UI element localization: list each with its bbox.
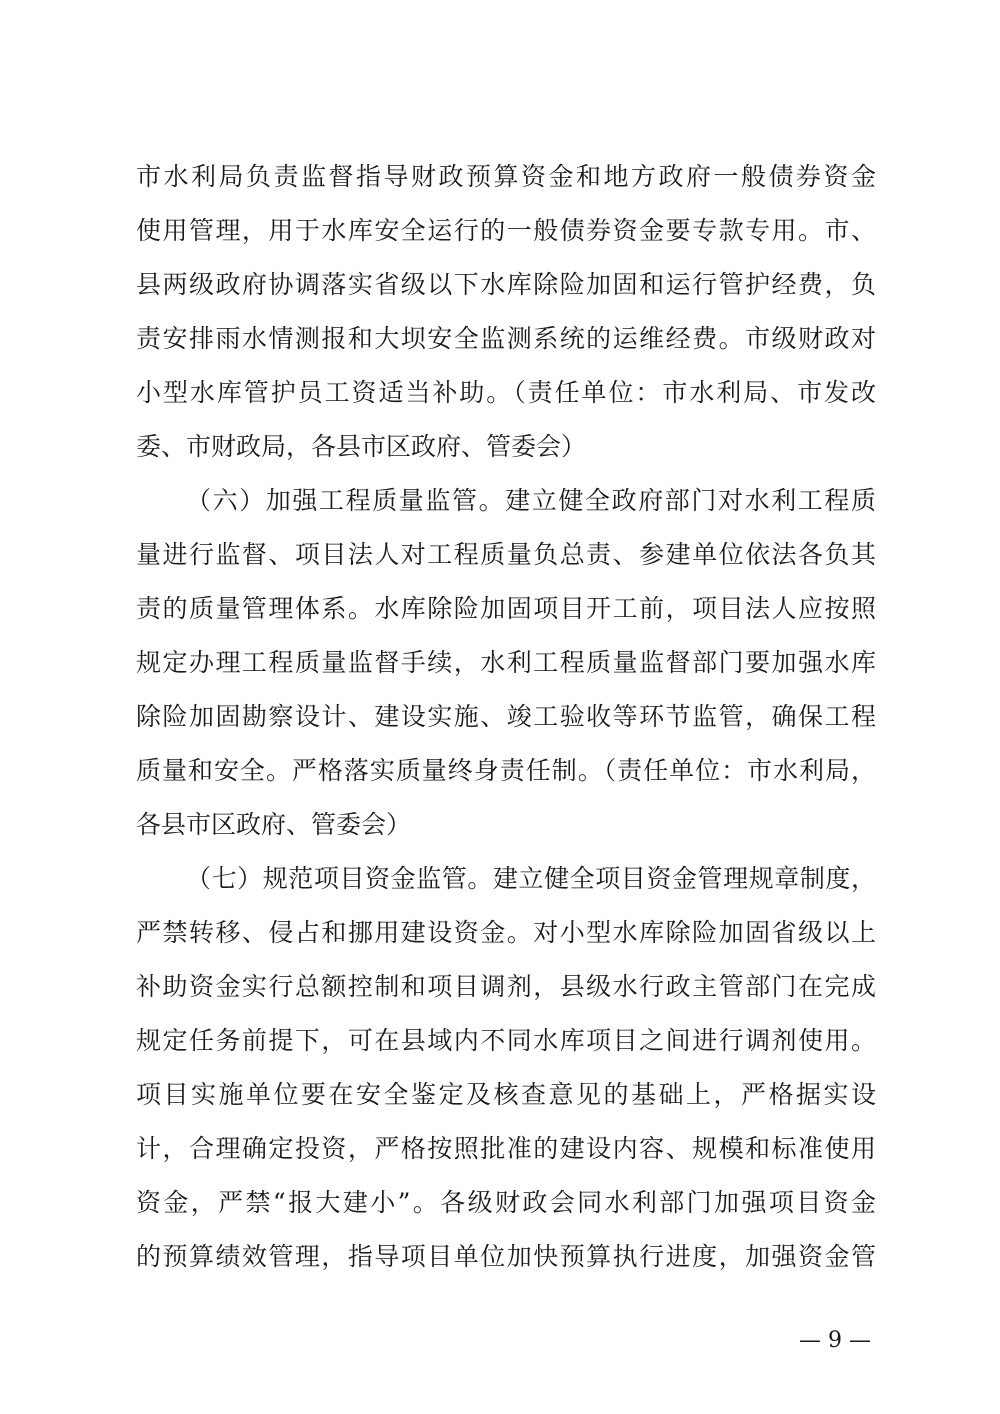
text-line: 严禁转移、侵占和挪用建设资金。对小型水库除险加固省级以上	[136, 918, 876, 947]
text-line: 市水利局负责监督指导财政预算资金和地方政府一般债券资金	[136, 162, 876, 191]
text-line: （六）加强工程质量监管。建立健全政府部门对水利工程质	[186, 486, 876, 515]
text-line: 的预算绩效管理，指导项目单位加快预算执行进度，加强资金管	[136, 1242, 876, 1271]
text-line: 使用管理，用于水库安全运行的一般债券资金要专款专用。市、	[136, 216, 876, 245]
text-line: 补助资金实行总额控制和项目调剂，县级水行政主管部门在完成	[136, 972, 876, 1001]
text-line: 小型水库管护员工资适当补助。（责任单位：市水利局、市发改	[136, 378, 876, 407]
text-line: 委、市财政局，各县市区政府、管委会）	[136, 432, 587, 461]
text-line: 责的质量管理体系。水库除险加固项目开工前，项目法人应按照	[136, 594, 876, 623]
text-line: 规定任务前提下，可在县域内不同水库项目之间进行调剂使用。	[136, 1026, 876, 1055]
text-line: 项目实施单位要在安全鉴定及核查意见的基础上，严格据实设	[136, 1080, 876, 1109]
text-line: 资金，严禁“报大建小”。各级财政会同水利部门加强项目资金	[136, 1188, 876, 1217]
text-line: 计，合理确定投资，严格按照批准的建设内容、规模和标准使用	[136, 1134, 876, 1163]
page-number: — 9 —	[799, 1328, 871, 1353]
text-line: 除险加固勘察设计、建设实施、竣工验收等环节监管，确保工程	[136, 702, 876, 731]
text-line: 县两级政府协调落实省级以下水库除险加固和运行管护经费，负	[136, 270, 876, 299]
text-line: 量进行监督、项目法人对工程质量负总责、参建单位依法各负其	[136, 540, 876, 569]
text-line: 规定办理工程质量监督手续，水利工程质量监督部门要加强水库	[136, 648, 876, 677]
text-line: 质量和安全。严格落实质量终身责任制。（责任单位：市水利局，	[136, 756, 876, 785]
text-line: （七）规范项目资金监管。建立健全项目资金管理规章制度，	[186, 864, 876, 893]
text-line: 各县市区政府、管委会）	[136, 810, 412, 839]
body-text	[136, 150, 876, 1284]
text-line: 责安排雨水情测报和大坝安全监测系统的运维经费。市级财政对	[136, 324, 876, 353]
